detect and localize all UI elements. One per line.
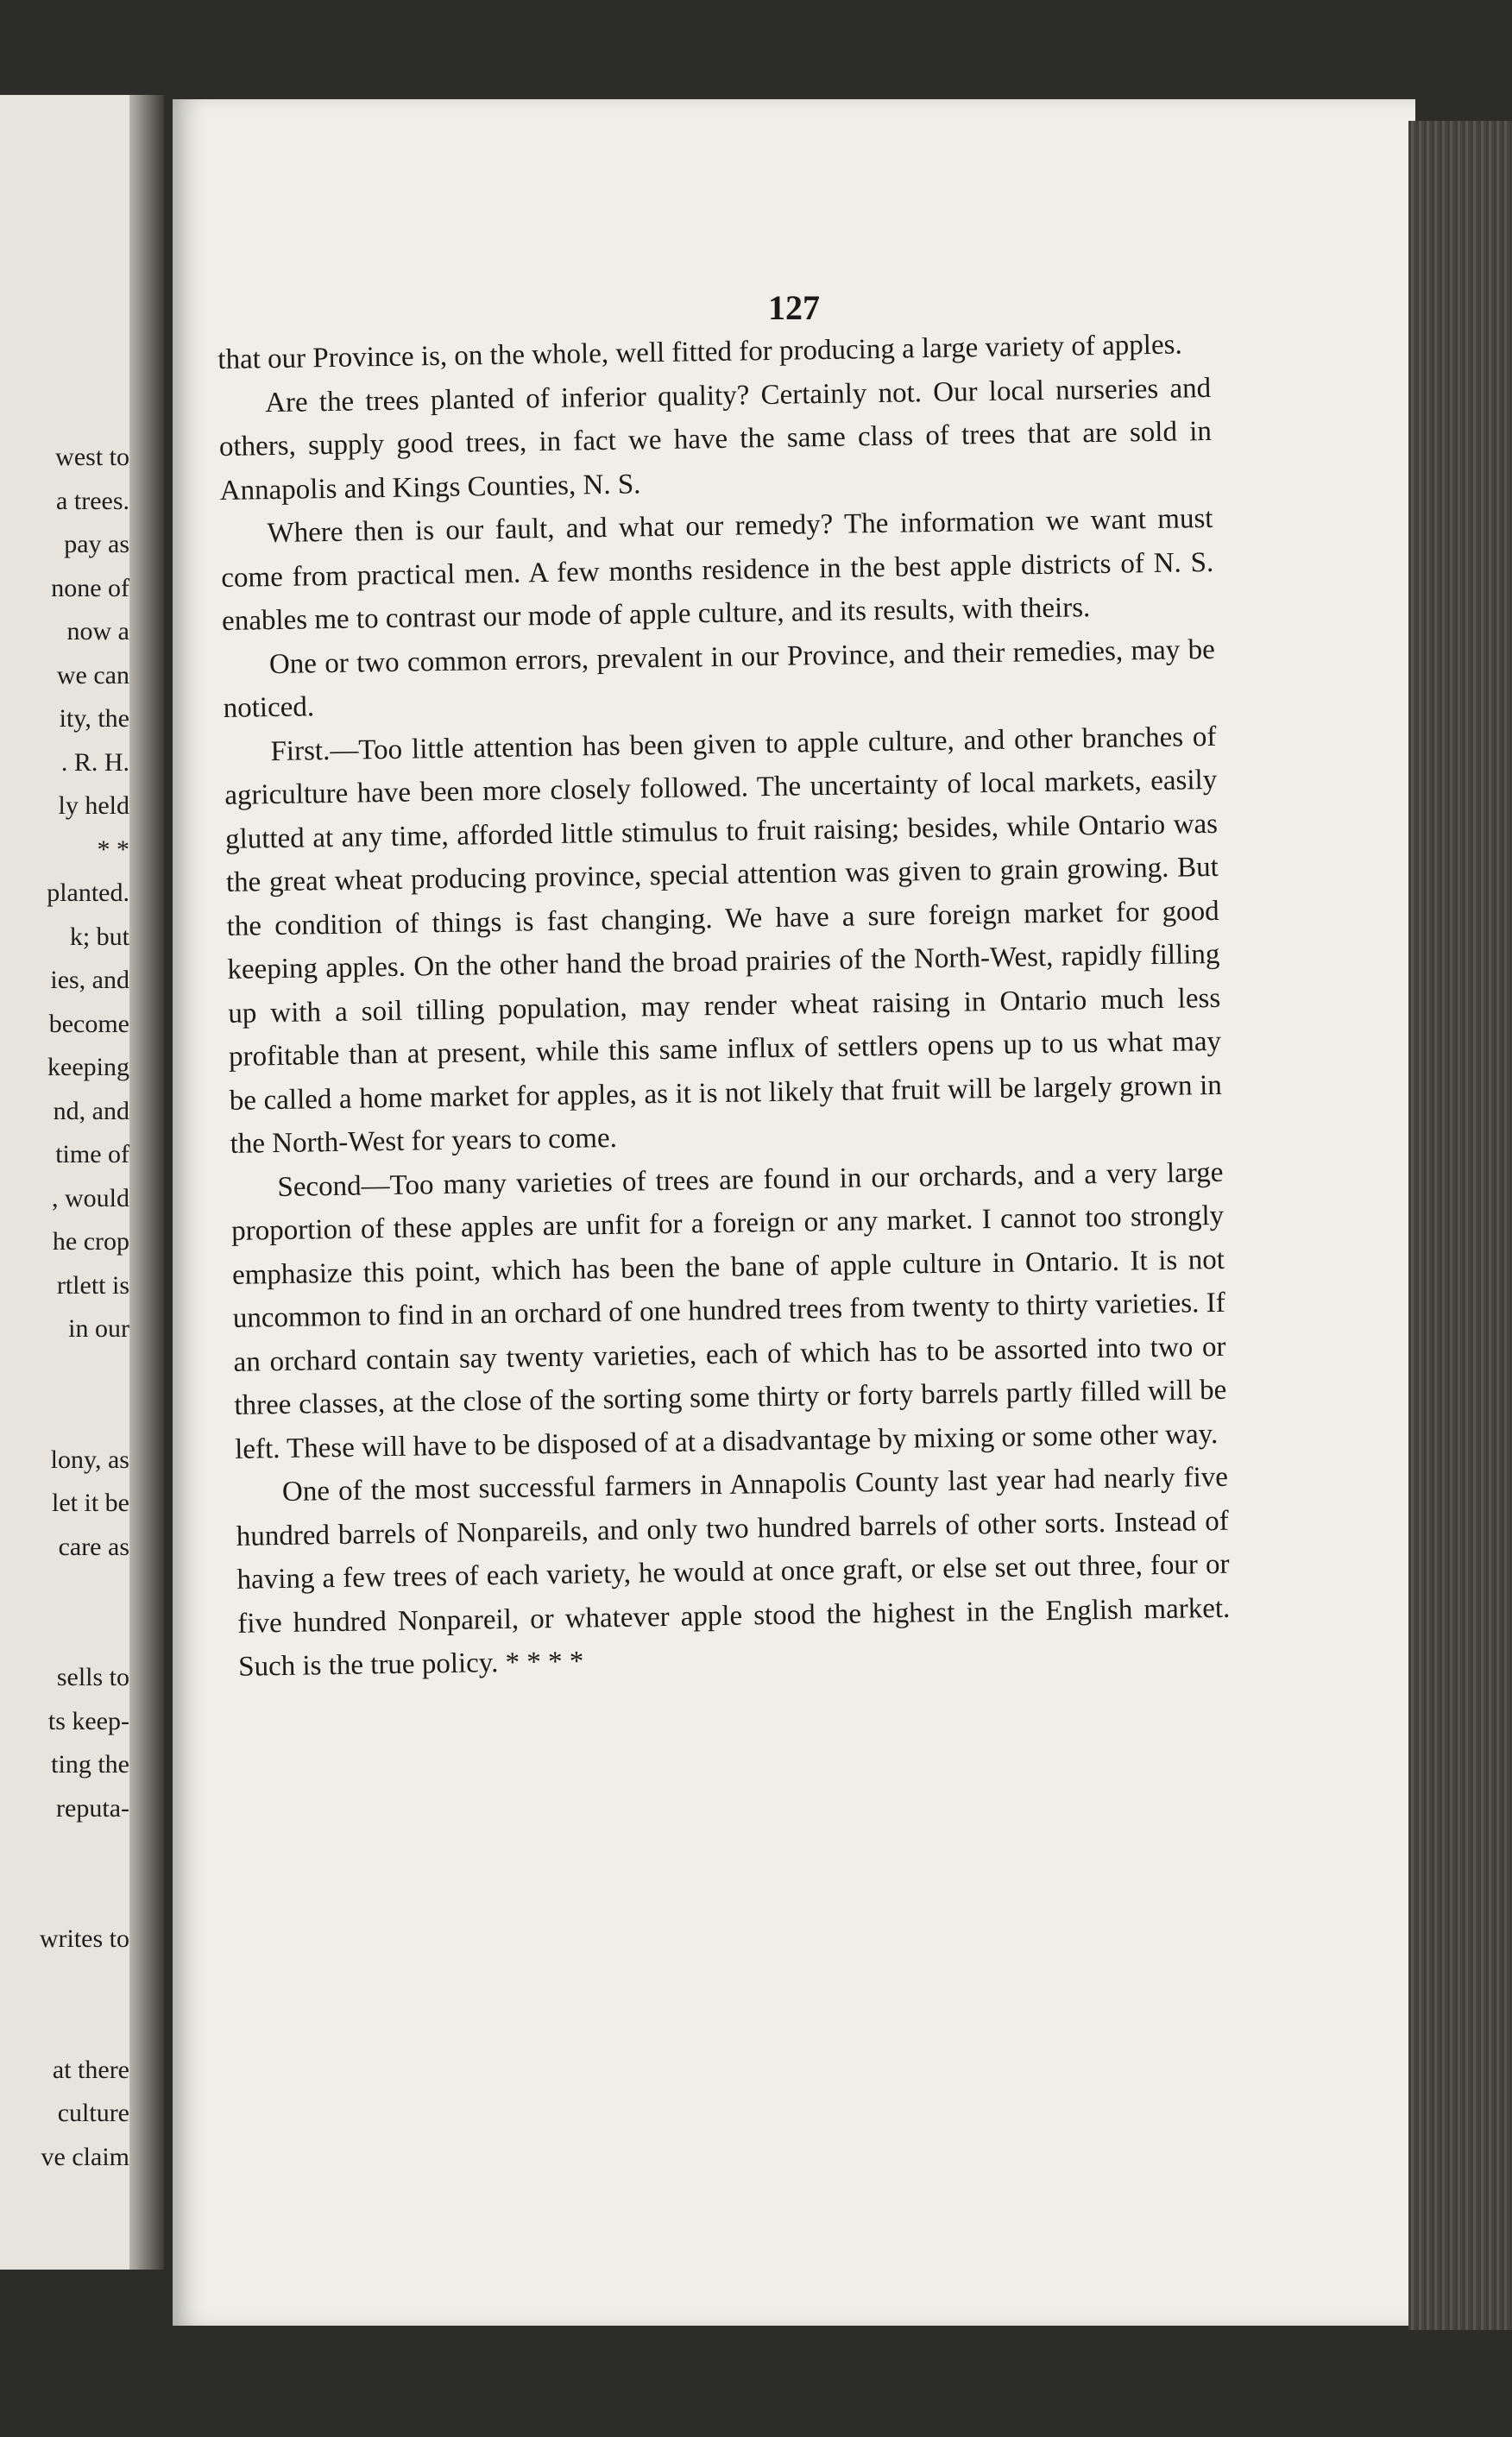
paragraph-fault-remedy: Where then is our fault, and what our remedy? The information we want must come from practical men. A few months residence in the best apple districts of N. S. enables me to contrast our mode of apple culture, and its results, with theirs. [221,502,1214,637]
left-line: keeping [47,1053,129,1081]
paragraph-annapolis-farmer: One of the most successful farmers in Annapolis County last year had nearly five hundred barrels of Nonpareils, and only two hundred barrels of other sorts. Instead of having a few trees of each variety, he would at once graft, or else set out three, four or five hundred Nonpareil, or whatever apple stood the highest in the English market. Such is the true policy. * * * * [236,1461,1231,1683]
page-gutter [129,95,164,2270]
left-line: planted. [47,878,129,907]
paragraph-trees-quality: Are the trees planted of inferior quality? Certainly not. Our local nurseries and others, supply good trees, in fact we have the same class of trees that are sold in Annapolis and Kings Counties, N. S. [218,372,1213,507]
left-spacer [0,1962,129,2049]
left-line: care as [58,1532,129,1561]
left-line: ve claim [41,2142,129,2171]
left-line: reputa- [56,1793,129,1823]
left-line: let it be [52,1489,129,1517]
paragraph-second-error: Second—Too many varieties of trees are found in our orchards, and a very large proportion of these apples are unfit for a foreign or any market. I cannot too strongly emphasize this point, which has been the bane of apple culture in Ontario. It is not uncommon to find in an orchard of one hundred trees from twenty to thirty varieties. If an orchard contain say twenty varieties, each of which has to be assorted into two or three classes, at the close of the sorting some thirty or forty barrels partly filled will be left. These will have to be disposed of at a disadvantage by mixing or some other way. [230,1156,1227,1465]
left-line: ting the [51,1750,129,1779]
left-line: we can [56,660,129,690]
page-number: 127 [768,288,820,327]
left-line: writes to [39,1924,129,1953]
left-line: pay as [64,530,129,558]
left-line: , would [52,1183,129,1212]
left-line: in our [68,1314,129,1343]
left-spacer [0,1830,129,1917]
left-line: . R. H. [60,747,129,777]
left-line: culture [57,2099,129,2127]
left-line: now a [66,617,129,645]
left-line: he crop [52,1227,129,1256]
left-line: ity, the [59,704,129,733]
left-line: * * [97,834,129,864]
left-line: ies, and [50,966,129,994]
page-body-text [217,323,1231,1689]
left-line: sells to [56,1663,129,1691]
left-line: rtlett is [56,1270,129,1300]
paragraph-first-error: First.—Too little attention has been given to apple culture, and other branches of agriculture have been more closely followed. The uncertainty of local markets, easily glutted at any time, afforded little stimulus to fruit raising; besides, while Ontario was the great wheat producing province, special attention was given to grain growing. But the condition of things is fast changing. We have a sure foreign market for good keeping apples. On the other hand the broad prairies of the North-West, rapidly filling up with a soil tilling population, may render wheat raising in Ontario much less profitable than at present, while this same influx of settlers opens up to us what may be called a home market for apples, as it is not likely that fruit will be largely grown in the North-West for years to come. [224,721,1223,1160]
paragraph-continuation: that our Province is, on the whole, well fitted for producing a large variety of apples. [217,329,1182,375]
left-line: k; but [69,922,129,951]
left-spacer [0,1569,129,1656]
left-line: nd, and [53,1096,129,1125]
left-line: west to [55,443,129,471]
left-line: ly held [58,791,129,820]
paragraph-common-errors: One or two common errors, prevalent in our Province, and their remedies, may be noticed. [223,633,1216,724]
left-line: a trees. [56,486,129,515]
left-line: none of [51,573,129,602]
left-line: become [48,1009,129,1038]
left-line: at there [52,2055,129,2084]
left-line: ts keep- [47,1706,129,1735]
left-line: lony, as [50,1445,129,1474]
left-line: time of [55,1140,129,1168]
left-spacer [0,1351,129,1439]
left-facing-page [0,95,129,2270]
page-stack-edge [1408,121,1512,2330]
left-page-text [0,436,129,2179]
